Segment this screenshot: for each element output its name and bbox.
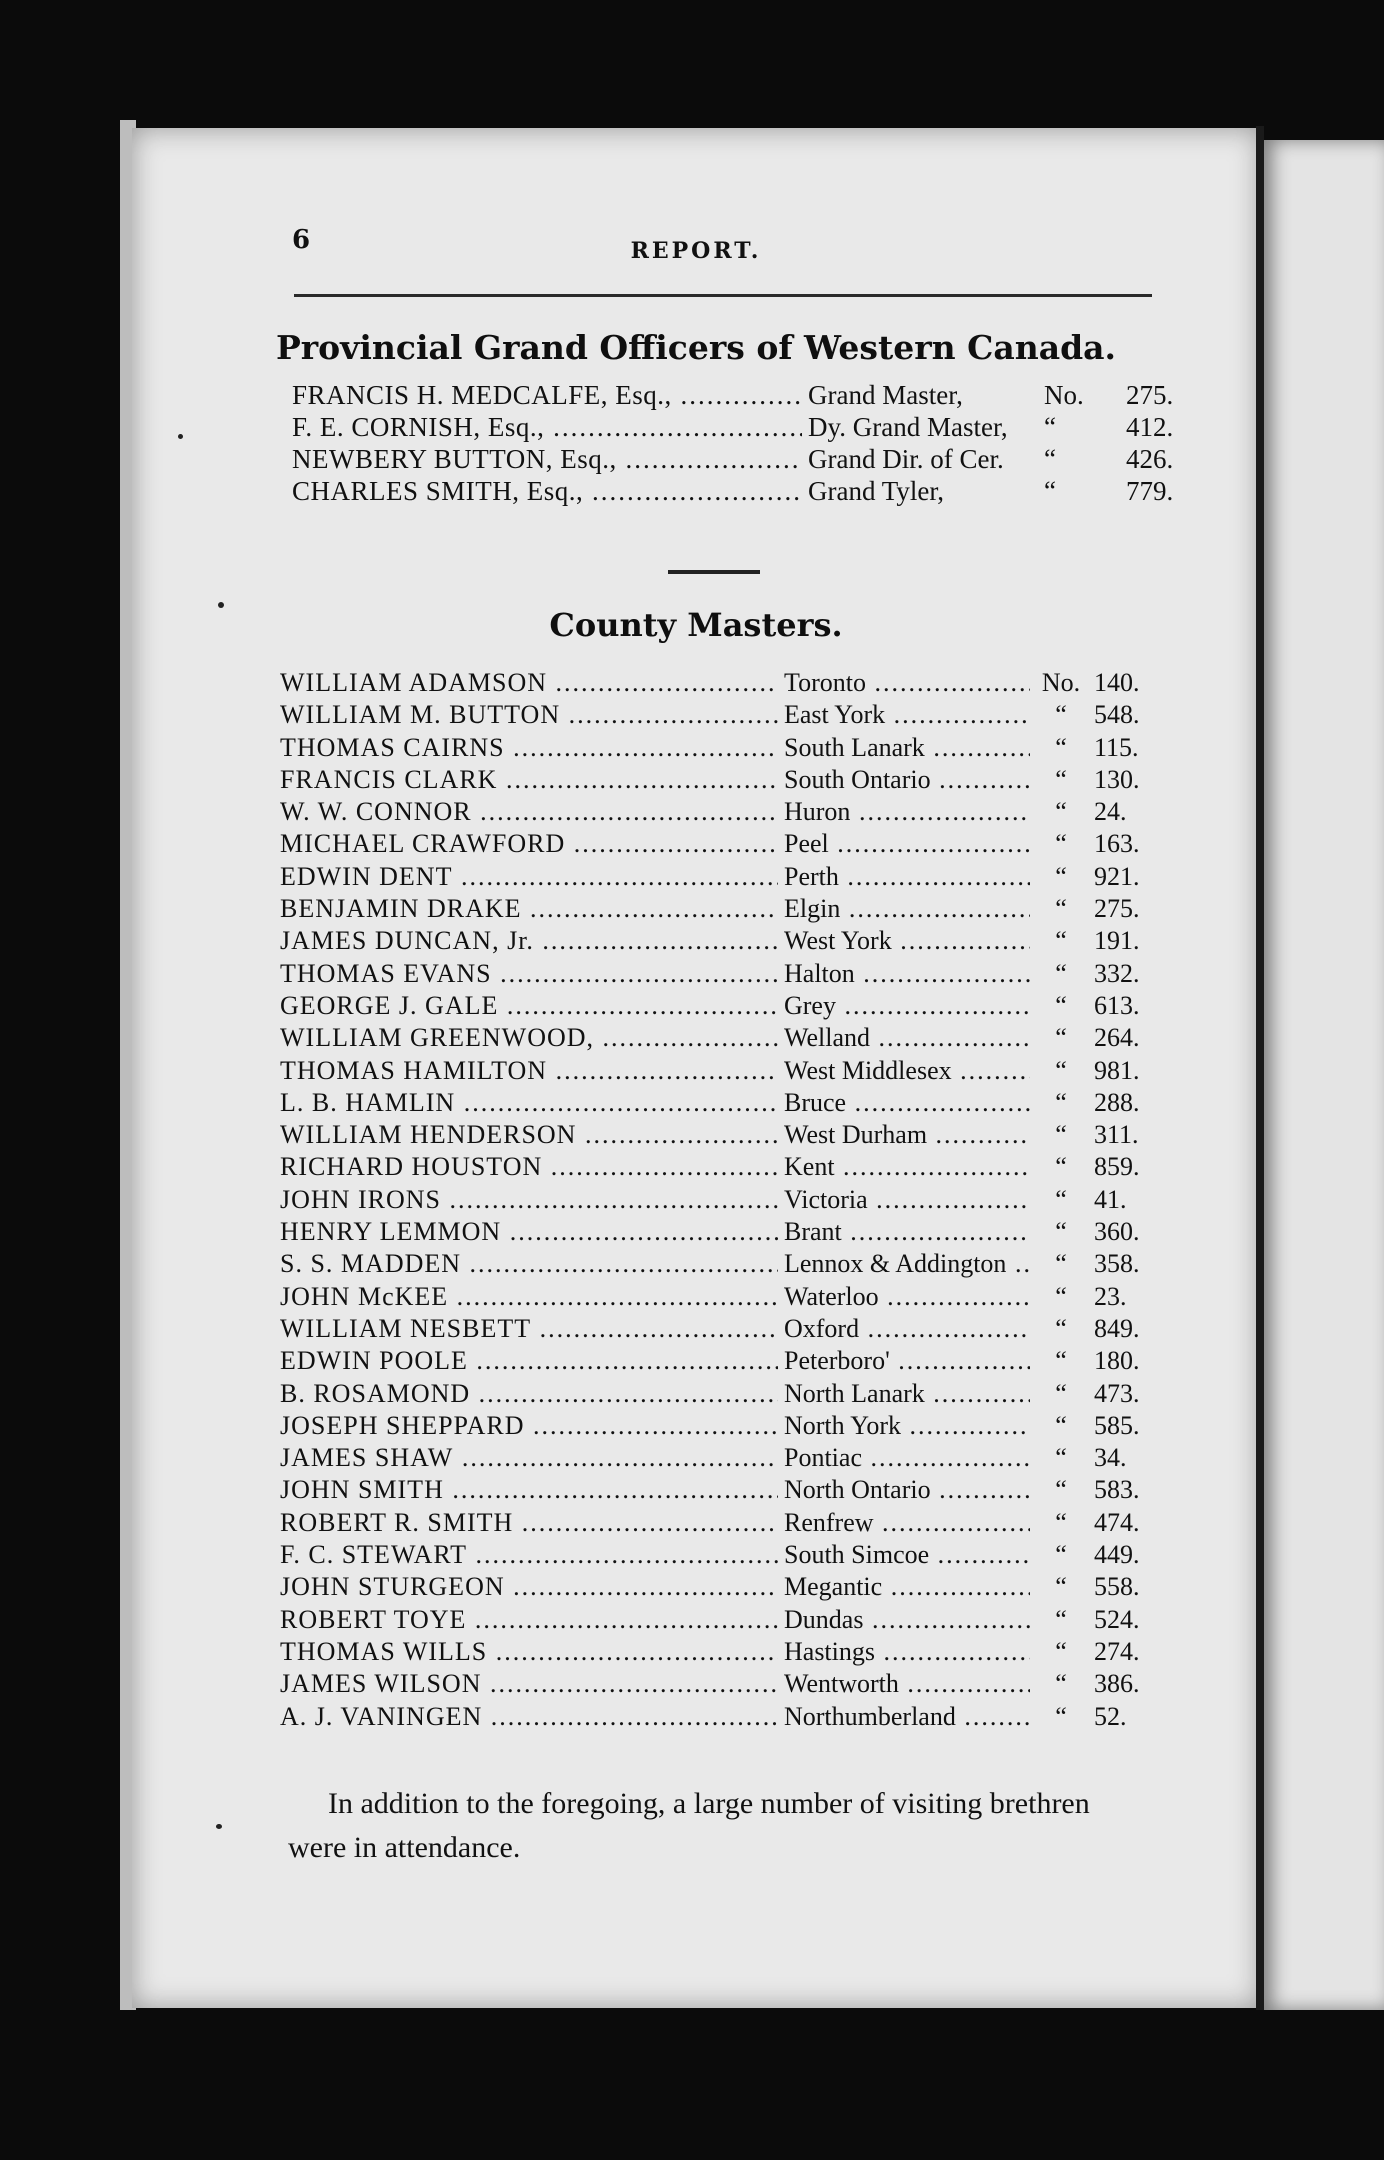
master-name: EDWIN POOLE .....: [280, 1346, 778, 1376]
officer-office: Grand Master,: [804, 380, 1044, 411]
master-county: East York .....: [778, 700, 1030, 730]
master-number: 140.: [1094, 668, 1174, 698]
master-county: South Ontario .....: [778, 765, 1030, 795]
master-row: [280, 926, 1260, 958]
master-number: 52.: [1094, 1702, 1174, 1732]
master-county: Perth .....: [778, 862, 1030, 892]
master-name: JAMES WILSON .....: [280, 1669, 778, 1699]
master-number: 558.: [1094, 1572, 1174, 1602]
master-county: Wentworth .....: [778, 1669, 1030, 1699]
master-name: F. C. STEWART .....: [280, 1540, 778, 1570]
master-name: FRANCIS CLARK .....: [280, 765, 778, 795]
master-no: “: [1032, 894, 1090, 924]
master-row: [280, 1023, 1260, 1055]
master-number: 332.: [1094, 959, 1174, 989]
master-name: JOHN IRONS .....: [280, 1185, 778, 1215]
master-no: “: [1032, 1056, 1090, 1086]
master-name: WILLIAM HENDERSON .....: [280, 1120, 778, 1150]
master-number: 981.: [1094, 1056, 1174, 1086]
master-number: 473.: [1094, 1379, 1174, 1409]
master-row: [280, 894, 1260, 926]
master-no: “: [1032, 1249, 1090, 1279]
master-no: “: [1032, 1217, 1090, 1247]
master-name: BENJAMIN DRAKE .....: [280, 894, 778, 924]
master-row: [280, 797, 1260, 829]
master-county: Welland .....: [778, 1023, 1030, 1053]
master-county: Renfrew .....: [778, 1508, 1030, 1538]
master-row: [280, 1185, 1260, 1217]
master-county: Pontiac .....: [778, 1443, 1030, 1473]
master-no: “: [1032, 1379, 1090, 1409]
master-name: WILLIAM GREENWOOD, .....: [280, 1023, 778, 1053]
master-county: Bruce .....: [778, 1088, 1030, 1118]
master-row: [280, 991, 1260, 1023]
master-county: Victoria .....: [778, 1185, 1030, 1215]
master-number: 34.: [1094, 1443, 1174, 1473]
master-row: [280, 1669, 1260, 1701]
master-no: “: [1032, 765, 1090, 795]
master-row: [280, 862, 1260, 894]
master-no: “: [1032, 1605, 1090, 1635]
master-no: “: [1032, 1023, 1090, 1053]
master-row: [280, 1508, 1260, 1540]
master-number: 548.: [1094, 700, 1174, 730]
ink-speck: [218, 602, 224, 608]
officer-no: “: [1044, 412, 1056, 442]
master-county: Oxford .....: [778, 1314, 1030, 1344]
master-county: North Lanark .....: [778, 1379, 1030, 1409]
master-row: [280, 700, 1260, 732]
master-county: South Lanark .....: [778, 733, 1030, 763]
master-number: 386.: [1094, 1669, 1174, 1699]
master-number: 849.: [1094, 1314, 1174, 1344]
master-county: West York .....: [778, 926, 1030, 956]
master-name: ROBERT R. SMITH .....: [280, 1508, 778, 1538]
master-county: South Simcoe .....: [778, 1540, 1030, 1570]
master-name: THOMAS HAMILTON .....: [280, 1056, 778, 1086]
page-number: 6: [292, 225, 311, 255]
ink-speck: [178, 434, 183, 439]
master-name: WILLIAM M. BUTTON .....: [280, 700, 778, 730]
master-county: North York .....: [778, 1411, 1030, 1441]
officer-office: Grand Tyler,: [804, 476, 1044, 507]
master-row: [280, 1475, 1260, 1507]
master-county: Grey .....: [778, 991, 1030, 1021]
master-name: JOHN McKEE .....: [280, 1282, 778, 1312]
officer-office: Grand Dir. of Cer.: [804, 444, 1044, 475]
master-name: WILLIAM NESBETT .....: [280, 1314, 778, 1344]
section-divider: [668, 570, 760, 574]
master-county: Peterboro' .....: [778, 1346, 1030, 1376]
master-number: 115.: [1094, 733, 1174, 763]
running-head: REPORT.: [630, 238, 762, 264]
master-county: Peel .....: [778, 829, 1030, 859]
master-name: HENRY LEMMON .....: [280, 1217, 778, 1247]
master-no: “: [1032, 926, 1090, 956]
master-row: [280, 1605, 1260, 1637]
master-row: [280, 1379, 1260, 1411]
master-name: JAMES DUNCAN, Jr. .....: [280, 926, 778, 956]
officer-row: [292, 412, 1260, 444]
master-no: “: [1032, 1637, 1090, 1667]
master-name: JOSEPH SHEPPARD .....: [280, 1411, 778, 1441]
master-number: 275.: [1094, 894, 1174, 924]
master-number: 360.: [1094, 1217, 1174, 1247]
master-row: [280, 1572, 1260, 1604]
master-county: Toronto .....: [778, 668, 1030, 698]
master-row: [280, 1088, 1260, 1120]
master-name: ROBERT TOYE .....: [280, 1605, 778, 1635]
master-no: “: [1032, 1152, 1090, 1182]
master-no: No.: [1032, 668, 1090, 698]
master-county: West Durham .....: [778, 1120, 1030, 1150]
officer-number: 779.: [1126, 476, 1174, 506]
master-no: “: [1032, 1120, 1090, 1150]
officer-office: Dy. Grand Master,: [804, 412, 1044, 443]
master-no: “: [1032, 1282, 1090, 1312]
master-no: “: [1032, 1185, 1090, 1215]
master-row: [280, 1314, 1260, 1346]
master-county: Dundas .....: [778, 1605, 1030, 1635]
master-row: [280, 765, 1260, 797]
master-number: 613.: [1094, 991, 1174, 1021]
officer-no: “: [1044, 444, 1056, 474]
master-county: Halton .....: [778, 959, 1030, 989]
master-row: [280, 733, 1260, 765]
master-row: [280, 829, 1260, 861]
officer-no: “: [1044, 476, 1056, 506]
master-number: 449.: [1094, 1540, 1174, 1570]
master-county: North Ontario .....: [778, 1475, 1030, 1505]
master-no: “: [1032, 733, 1090, 763]
officer-name: CHARLES SMITH, Esq., .....: [292, 476, 802, 507]
officers-section-title: Provincial Grand Officers of Western Canada.: [275, 328, 1117, 367]
gutter-fold: [1256, 126, 1264, 2010]
master-name: RICHARD HOUSTON .....: [280, 1152, 778, 1182]
master-number: 585.: [1094, 1411, 1174, 1441]
adjacent-page-edge: [1264, 140, 1384, 2010]
master-county: Elgin .....: [778, 894, 1030, 924]
master-row: [280, 1249, 1260, 1281]
master-name: THOMAS WILLS .....: [280, 1637, 778, 1667]
master-name: L. B. HAMLIN .....: [280, 1088, 778, 1118]
master-no: “: [1032, 1540, 1090, 1570]
officer-name: NEWBERY BUTTON, Esq., .....: [292, 444, 802, 475]
master-row: [280, 1120, 1260, 1152]
master-number: 23.: [1094, 1282, 1174, 1312]
master-row: [280, 668, 1260, 700]
master-no: “: [1032, 1475, 1090, 1505]
master-no: “: [1032, 829, 1090, 859]
master-row: [280, 1411, 1260, 1443]
master-no: “: [1032, 991, 1090, 1021]
master-county: West Middlesex .....: [778, 1056, 1030, 1086]
document-page: [132, 128, 1260, 2008]
master-no: “: [1032, 1443, 1090, 1473]
master-name: B. ROSAMOND .....: [280, 1379, 778, 1409]
ink-speck: [216, 1824, 222, 1829]
master-row: [280, 1702, 1260, 1734]
master-no: “: [1032, 1411, 1090, 1441]
master-number: 859.: [1094, 1152, 1174, 1182]
master-number: 264.: [1094, 1023, 1174, 1053]
master-row: [280, 959, 1260, 991]
officer-name: FRANCIS H. MEDCALFE, Esq., .....: [292, 380, 802, 411]
master-county: Brant .....: [778, 1217, 1030, 1247]
master-number: 583.: [1094, 1475, 1174, 1505]
master-name: JOHN STURGEON .....: [280, 1572, 778, 1602]
master-no: “: [1032, 862, 1090, 892]
master-row: [280, 1152, 1260, 1184]
master-county: Waterloo .....: [778, 1282, 1030, 1312]
officer-row: [292, 380, 1260, 412]
master-name: JOHN SMITH .....: [280, 1475, 778, 1505]
master-number: 288.: [1094, 1088, 1174, 1118]
master-number: 191.: [1094, 926, 1174, 956]
master-number: 24.: [1094, 797, 1174, 827]
master-county: Hastings .....: [778, 1637, 1030, 1667]
master-no: “: [1032, 1088, 1090, 1118]
master-no: “: [1032, 1702, 1090, 1732]
officer-name: F. E. CORNISH, Esq., .....: [292, 412, 802, 443]
master-no: “: [1032, 1346, 1090, 1376]
master-name: WILLIAM ADAMSON .....: [280, 668, 778, 698]
officer-number: 275.: [1126, 380, 1174, 410]
master-no: “: [1032, 1314, 1090, 1344]
master-number: 921.: [1094, 862, 1174, 892]
master-number: 274.: [1094, 1637, 1174, 1667]
master-name: A. J. VANINGEN .....: [280, 1702, 778, 1732]
master-name: GEORGE J. GALE .....: [280, 991, 778, 1021]
header-rule: [294, 294, 1152, 297]
officers-list: [292, 380, 1260, 508]
master-no: “: [1032, 1669, 1090, 1699]
master-row: [280, 1217, 1260, 1249]
master-row: [280, 1443, 1260, 1475]
officer-number: 426.: [1126, 444, 1174, 474]
master-number: 130.: [1094, 765, 1174, 795]
master-row: [280, 1282, 1260, 1314]
master-number: 180.: [1094, 1346, 1174, 1376]
master-row: [280, 1056, 1260, 1088]
master-name: EDWIN DENT .....: [280, 862, 778, 892]
master-number: 311.: [1094, 1120, 1174, 1150]
officer-row: [292, 476, 1260, 508]
master-no: “: [1032, 1572, 1090, 1602]
master-row: [280, 1540, 1260, 1572]
master-county: Kent .....: [778, 1152, 1030, 1182]
officer-no: No.: [1044, 380, 1084, 410]
master-name: THOMAS EVANS .....: [280, 959, 778, 989]
master-county: Lennox & Addington .....: [778, 1249, 1030, 1279]
officer-row: [292, 444, 1260, 476]
master-row: [280, 1637, 1260, 1669]
master-number: 474.: [1094, 1508, 1174, 1538]
master-county: Huron .....: [778, 797, 1030, 827]
master-name: W. W. CONNOR .....: [280, 797, 778, 827]
master-number: 41.: [1094, 1185, 1174, 1215]
masters-section-title: County Masters.: [549, 606, 843, 644]
master-no: “: [1032, 959, 1090, 989]
master-number: 524.: [1094, 1605, 1174, 1635]
master-name: JAMES SHAW .....: [280, 1443, 778, 1473]
master-row: [280, 1346, 1260, 1378]
master-name: MICHAEL CRAWFORD .....: [280, 829, 778, 859]
master-number: 358.: [1094, 1249, 1174, 1279]
master-county: Northumberland .....: [778, 1702, 1030, 1732]
officer-number: 412.: [1126, 412, 1174, 442]
master-no: “: [1032, 797, 1090, 827]
master-name: S. S. MADDEN .....: [280, 1249, 778, 1279]
master-no: “: [1032, 700, 1090, 730]
master-no: “: [1032, 1508, 1090, 1538]
master-name: THOMAS CAIRNS .....: [280, 733, 778, 763]
master-county: Megantic .....: [778, 1572, 1030, 1602]
masters-list: [280, 668, 1260, 1734]
master-number: 163.: [1094, 829, 1174, 859]
footnote-paragraph: In addition to the foregoing, a large number of visiting brethren were in attendance.: [288, 1787, 1090, 1864]
